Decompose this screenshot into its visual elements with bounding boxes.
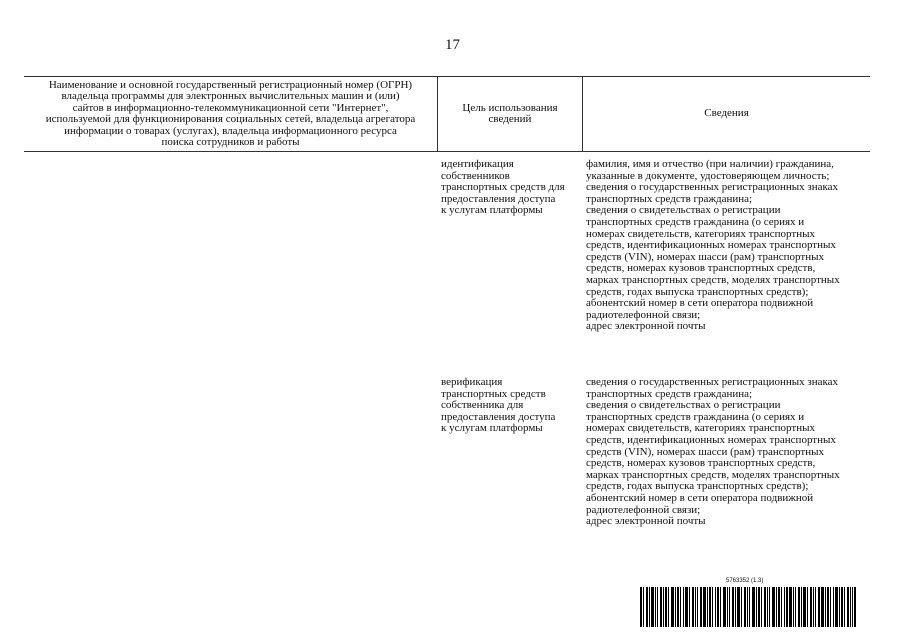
header-owner-line: владельца программы для электронных вычислительных машин и (или) <box>61 90 400 102</box>
header-owner-line: поиска сотрудников и работы <box>161 136 300 148</box>
row-purpose-line: предоставления доступа <box>441 192 556 205</box>
header-owner-text <box>46 80 416 149</box>
barcode-block <box>640 578 856 632</box>
row-info-line: транспортных средств гражданина (о сериях и <box>586 410 805 423</box>
barcode-image <box>640 587 856 627</box>
header-info <box>582 77 870 151</box>
row-purpose-line: собственников <box>441 169 510 182</box>
row-info <box>586 159 871 333</box>
header-purpose-line: Цель использования <box>462 101 558 114</box>
row-purpose-line: к услугам платформы <box>441 204 543 217</box>
row-info-line: средств, идентификационных номерах транспортных <box>586 239 836 252</box>
row-info-line: средств (VIN), номерах шасси (рам) транспортных <box>586 445 824 458</box>
row-info-line: адрес электронной почты <box>586 320 706 333</box>
row-info-line: транспортных средств гражданина; <box>586 387 753 400</box>
row-info-line: радиотелефонной связи; <box>586 503 701 516</box>
barcode-caption: 5763352 (1.3) <box>726 578 764 584</box>
header-info-line: Сведения <box>704 107 749 120</box>
row-purpose-line: транспортных средств <box>441 387 546 400</box>
table-header <box>24 77 870 152</box>
row-info-line: средств, годах выпуска транспортных средств); <box>586 480 809 493</box>
row-info-line: транспортных средств гражданина; <box>586 192 753 205</box>
row-info-line: марках транспортных средств, моделях транспортных <box>586 468 840 481</box>
header-owner-line: сайтов в информационно-телекоммуникационной сети "Интернет", <box>72 101 389 114</box>
row-purpose-line: верификация <box>441 376 503 388</box>
row-info-line: адрес электронной почты <box>586 515 706 528</box>
row-purpose-line: идентификация <box>441 158 514 170</box>
header-owner <box>24 77 437 151</box>
row-purpose-line: транспортных средств для <box>441 181 565 194</box>
row-info <box>586 377 871 528</box>
row-info-line: сведения о свидетельствах о регистрации <box>586 399 781 412</box>
row-purpose-line: собственника для <box>441 399 524 412</box>
row-info-line: транспортных средств гражданина (о сериях и <box>586 215 805 228</box>
page-number: 17 <box>445 37 460 53</box>
row-purpose <box>441 159 586 217</box>
row-info-line: радиотелефонной связи; <box>586 308 701 321</box>
row-info-line: сведения о государственных регистрационных знаках <box>586 181 839 194</box>
row-info-line: абонентский номер в сети оператора подвижной <box>586 297 814 310</box>
row-info-line: сведения о государственных регистрационных знаках <box>586 376 839 388</box>
row-info-line: фамилия, имя и отчество (при наличии) гражданина, <box>586 158 834 170</box>
row-info-line: абонентский номер в сети оператора подвижной <box>586 491 814 504</box>
row-info-line: номерах свидетельств, категориях транспортных <box>586 422 815 435</box>
row-info-line: номерах свидетельств, категориях транспортных <box>586 227 815 240</box>
header-purpose-text <box>462 103 557 126</box>
header-purpose-line: сведений <box>488 113 532 125</box>
row-info-line: средств, номерах кузовов транспортных средств, <box>586 262 816 275</box>
row-info-line: средств, идентификационных номерах транспортных <box>586 433 836 446</box>
row-purpose <box>441 377 586 435</box>
header-owner-line: информации о товарах (услугах), владельца информационного ресурса <box>64 124 397 137</box>
row-info-line: средств (VIN), номерах шасси (рам) транспортных <box>586 250 824 263</box>
row-info-line: средств, номерах кузовов транспортных средств, <box>586 457 816 470</box>
row-info-line: марках транспортных средств, моделях транспортных <box>586 273 840 286</box>
header-owner-line: используемой для функционирования социальных сетей, владельца агрегатора <box>45 113 416 125</box>
row-purpose-line: к услугам платформы <box>441 422 543 435</box>
data-table <box>24 76 870 152</box>
row-info-line: сведения о свидетельствах о регистрации <box>586 204 781 217</box>
row-info-line: указанные в документе, удостоверяющем личность; <box>586 169 830 182</box>
row-info-line: средств, годах выпуска транспортных средств); <box>586 285 809 298</box>
header-owner-line: Наименование и основной государственный регистрационный номер (ОГРН) <box>48 78 413 91</box>
header-purpose <box>437 77 582 151</box>
row-purpose-line: предоставления доступа <box>441 410 556 423</box>
